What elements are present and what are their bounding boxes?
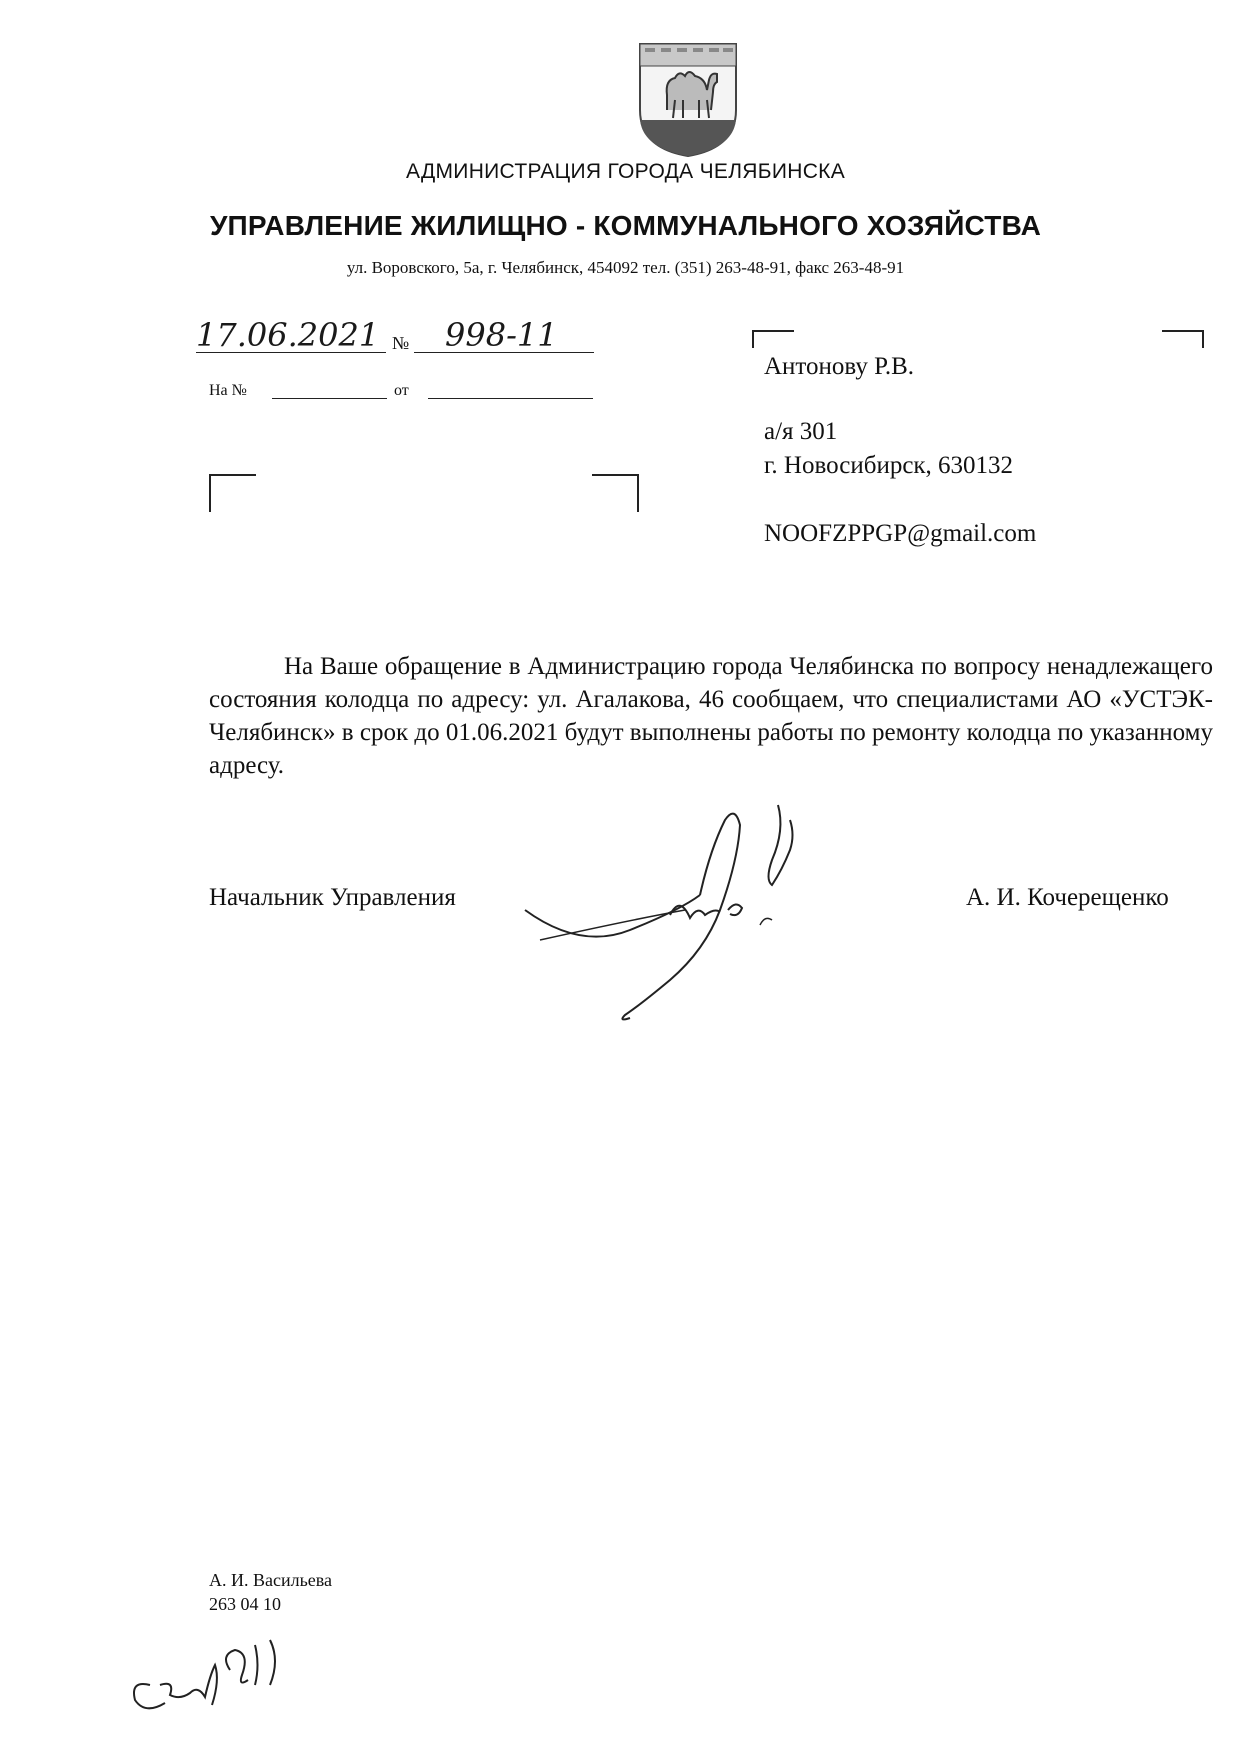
corner-bracket-right: [592, 474, 639, 512]
recipient-email: NOOFZPPGP@gmail.com: [764, 520, 1037, 547]
reply-number-line: [272, 398, 387, 399]
department-address: ул. Воровского, 5а, г. Челябинск, 454092 тел. (351) 263-48-91, факс 263-48-91: [346, 258, 905, 277]
signatory-position: Начальник Управления: [209, 884, 456, 911]
registration-date: 17.06.2021: [196, 316, 380, 354]
signatory-name: А. И. Кочерещенко: [966, 884, 1169, 911]
date-underline: [196, 352, 386, 353]
recipient-city: г. Новосибирск, 630132: [764, 452, 1014, 479]
letter-body: На Ваше обращение в Администрацию города Челябинска по вопросу ненадлежащего состояния колодца по адресу: ул. Агалакова, 46 сообщаем, что специалистами АО «УСТЭК-Челябинск» в срок до 01.06.2021 будут выполнены работы по ремонту колодца по указанному адресу.: [209, 653, 1213, 779]
coat-of-arms-icon: [637, 40, 739, 158]
admin-title: АДМИНИСТРАЦИЯ ГОРОДА ЧЕЛЯБИНСКА: [405, 160, 845, 183]
number-underline: [414, 352, 594, 353]
corner-bracket-left: [209, 474, 256, 512]
executor-name: А. И. Васильева: [209, 1570, 333, 1590]
recipient-po-box: а/я 301: [764, 418, 838, 445]
reply-from-label: от: [394, 382, 409, 399]
handwritten-signature: [510, 800, 850, 1035]
registration-number: 998-11: [445, 316, 558, 354]
reply-number-label: На №: [209, 382, 247, 399]
recipient-name: Антонову Р.В.: [764, 353, 915, 380]
reply-from-line: [428, 398, 593, 399]
handwritten-initials: [120, 1625, 320, 1730]
number-label: №: [392, 333, 410, 353]
recipient-corner-left: [752, 330, 794, 348]
department-title: УПРАВЛЕНИЕ ЖИЛИЩНО - КОММУНАЛЬНОГО ХОЗЯЙСТВА: [209, 210, 1042, 241]
executor-phone: 263 04 10: [209, 1594, 281, 1614]
recipient-corner-right: [1162, 330, 1204, 348]
